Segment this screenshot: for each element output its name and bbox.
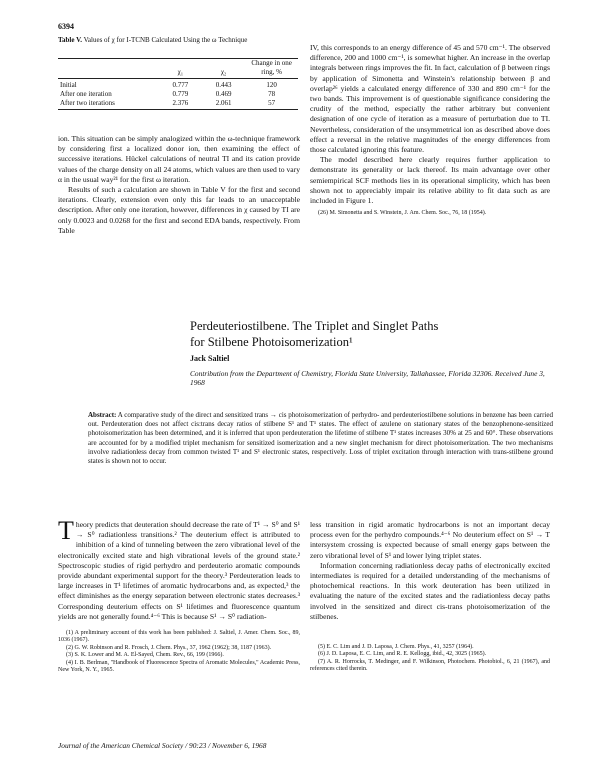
cell-change: 57 xyxy=(245,99,298,110)
table-row xyxy=(58,99,298,110)
footnote: (1) A preliminary account of this work has been published: J. Saltiel, J. Amer. Chem. Soc., 89, 1036 (1967). xyxy=(58,630,300,644)
author: Jack Saltiel xyxy=(190,354,230,363)
table-header-change: Change in one ring, % xyxy=(245,59,298,79)
cell-x1: 2.376 xyxy=(159,99,202,110)
right-column-body xyxy=(310,520,550,674)
footnote: (2) G. W. Robinson and R. Frosch, J. Chem. Phys., 37, 1962 (1962); 38, 1187 (1963). xyxy=(66,644,272,651)
title-line-2: for Stilbene Photoisomerization¹ xyxy=(190,335,353,349)
abstract xyxy=(88,411,553,466)
abstract-label: Abstract: xyxy=(88,411,117,419)
abstract-text: A comparative study of the direct and sensitized trans → cis photoisomerization of perhydro- and perdeuteriostilbene solutions in benzene has been carried out. Perdeuteration does not affect cis:trans decay ratios of stilbene S¹ and T¹ states. The effect of azulene on stationary states of the benzophenone-sensitized photoisomerization has been determined, and it is inferred that upon perdeuteration the lifetime of stilbene T¹ states increases 30% at 25 and 60°. These observations are accounted for by a modified triplet mechanism for sensitized isomerization and a new singlet mechanism for direct photoisomerization. The two mechanisms involve radiationless decay from common twisted T¹ and S¹ electronic states, respectively. Loss of triplet excitation through interaction with trans-stilbene ground states is shown not to occur. xyxy=(88,411,553,466)
table-row xyxy=(58,90,298,99)
row-label: After two iterations xyxy=(58,99,159,110)
table-caption xyxy=(58,36,298,45)
cell-x2: 0.443 xyxy=(215,81,232,89)
page-number: 6394 xyxy=(58,22,74,31)
table-caption-label: Table V. xyxy=(58,36,82,44)
paragraph: IV, this corresponds to an energy difference of 45 and 570 cm⁻¹. The observed difference, 200 and 1000 cm⁻¹, is somewhat higher. An increase in the overlap integrals between rings improves the fit. In fact, calculation of β between rings by application of Simonetta and Winstein's relationship between β and overlap²⁶ yields a calculated energy difference of 330 and 890 cm⁻¹ for the two bands. This improvement is of questionable significance considering the crudity of the method, especially the rather arbitrary but convenient designation of one cycle of iteration as a measure of perturbation due to TI. Nevertheless, consideration of the unsymmetrical ion as described above does effect a reversal in the relative magnitudes of the energy differences from those calculated ignoring this feature. xyxy=(310,43,550,155)
paragraph: Results of such a calculation are shown in Table V for the first and second iterations. Clearly, extension even only this far leads to an unacceptable description. After only one iteration, however, differences in χ caused by TI are only 0.0023 and 0.0268 for the first and second EDA bands, respectively. From Table xyxy=(58,185,300,235)
table-header-x1: χ₁ xyxy=(159,59,202,79)
paragraph: The model described here clearly requires further application to demonstrate its generality or lack thereof. Its main advantage over other semiempirical SCF methods lies in its operational simplicity, which has been shown not to appreciably impair its relative ability to fit data such as are included in Figure 1. xyxy=(310,155,550,206)
row-label: After one iteration xyxy=(60,90,112,98)
table-header-x2: χ₂ xyxy=(202,59,245,79)
cell-x1: 0.779 xyxy=(172,90,189,98)
table-header-blank xyxy=(58,59,159,79)
cell-x2: 0.469 xyxy=(215,90,232,98)
left-column-top xyxy=(58,134,300,236)
affiliation: Contribution from the Department of Chemistry, Florida State University, Tallahassee, Florida 32306. Received June 3, 1968 xyxy=(190,369,545,387)
footnote: (6) J. D. Laposa, E. C. Lim, and R. E. Kellogg, ibid., 42, 3025 (1965). xyxy=(318,651,487,658)
footnote: (7) A. R. Horrocks, T. Medinger, and F. Wilkinson, Photochem. Photobiol., 6, 21 (1967), and references cited therein. xyxy=(310,658,550,673)
left-column-body xyxy=(58,516,300,674)
footnotes-right xyxy=(310,644,550,674)
paragraph: less transition in rigid aromatic hydrocarbons is not an important decay process even for the perhydro compounds.⁴⁻⁶ No deuterium effect on S¹ → T intersystem crossing is expected because of small energy gaps between the zero vibrational level of S¹ and lower lying triplet states. xyxy=(310,520,550,560)
journal-footer: Journal of the American Chemical Society / 90:23 / November 6, 1968 xyxy=(58,741,267,750)
table-caption-text: Values of χ for I-TCNB Calculated Using the ω Technique xyxy=(83,36,248,44)
table-row xyxy=(58,79,298,91)
article-title xyxy=(190,318,550,350)
footnotes-left xyxy=(58,630,300,674)
footnote: (4) I. B. Berlman, "Handbook of Fluorescence Spectra of Aromatic Molecules," Academic Press, New York, N. Y., 1965. xyxy=(58,659,300,674)
footnote: (26) M. Simonetta and S. Winstein, J. Am. Chem. Soc., 76, 18 (1954). xyxy=(318,210,487,217)
paragraph: Information concerning radiationless decay paths of electronically excited intermediates is required for a detailed understanding of the mechanisms of photochemical reactions. In this work deuteration has been utilized in evaluating the nature of the excited states and the radiationless decay paths involved in the sensitized and direct cis-trans photoisomerization of the stilbenes. xyxy=(310,560,550,621)
footnote: (3) S. K. Lower and M. A. El-Sayed, Chem. Rev., 66, 199 (1966). xyxy=(66,652,224,659)
cell-x1: 0.777 xyxy=(172,81,189,89)
title-line-1: Perdeuteriostilbene. The Triplet and Singlet Paths xyxy=(190,319,439,333)
data-table xyxy=(58,58,298,110)
cell-change: 120 xyxy=(266,81,277,89)
body-text: heory predicts that deuteration should decrease the rate of T¹ → S⁰ and S¹ → S⁰ radiationless transitions.² The deuterium effect is attributed to inhibition of a kind of tunneling between the zero vibrational level of the electronically excited state and high vibrational levels of the ground state.² Spectroscopic studies of rigid perhydro and perdeuterio aromatic compounds provide abundant experimental support for the theory.³ Perdeuteration leads to large increases in T¹ lifetimes of aromatic hydrocarbons and, as expected,³ the effect diminishes as the energy separation between electronic states decreases.³ Corresponding deuterium effects on S¹ lifetimes and fluorescence quantum yields are not generally found.⁴⁻⁶ This is because S¹ → S⁰ radiation- xyxy=(58,520,300,621)
drop-cap: T xyxy=(58,516,74,545)
footnote: (5) E. C. Lim and J. D. Laposa, J. Chem. Phys., 41, 3257 (1964). xyxy=(318,644,474,651)
right-column-top xyxy=(310,43,550,218)
row-label: Initial xyxy=(60,81,77,89)
paragraph: ion. This situation can be simply analogized within the ω-technique framework by considering first a localized donor ion, then examining the effect of successive iterations. Hückel calculations of neutral TI and its cation provide values of the charge density on all 24 atoms, which values are then used to vary α in the usual way²¹ for the first ω iteration. xyxy=(58,134,300,184)
cell-change: 78 xyxy=(268,90,276,98)
cell-x2: 2.061 xyxy=(202,99,245,110)
table-header-row xyxy=(58,59,298,79)
